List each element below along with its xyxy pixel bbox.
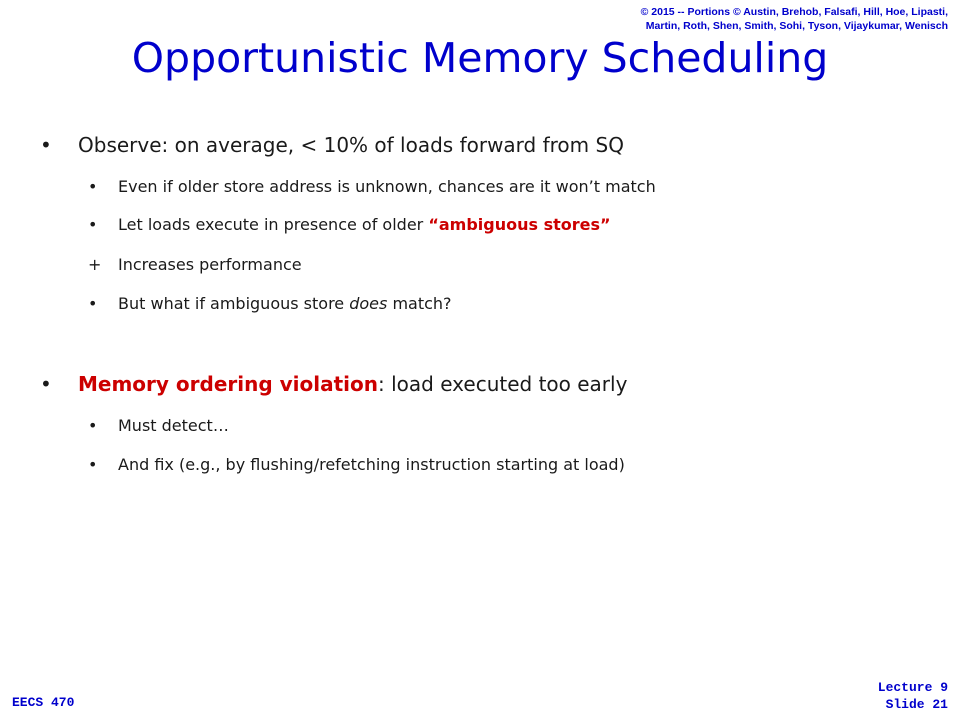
bullet-marker: •: [88, 455, 98, 474]
course-label: EECS 470: [12, 695, 75, 710]
sub-bullet-fix: [88, 455, 625, 474]
memory-ordering-violation-highlight: Memory ordering violation: [78, 372, 379, 396]
sub-bullet-unknown-address: [88, 177, 656, 196]
sub-bullet-text: Increases performance: [118, 255, 302, 274]
bullet-marker: •: [88, 294, 98, 313]
bullet-text: : load executed too early: [378, 372, 628, 396]
bullet-ordering-violation: [40, 372, 627, 396]
copyright-line-1: © 2015 -- Portions © Austin, Brehob, Falsafi, Hill, Hoe, Lipasti,: [640, 6, 948, 18]
bullet-text: Observe: on average, < 10% of loads forward from SQ: [78, 133, 624, 157]
sub-bullet-text-end: match?: [387, 294, 452, 313]
sub-bullet-text: But what if ambiguous store: [118, 294, 350, 313]
sub-bullet-text: Let loads execute in presence of older: [118, 215, 429, 234]
slide-number: Slide 21: [885, 697, 948, 712]
sub-bullet-match-question: [88, 294, 452, 313]
sub-bullet-text: Even if older store address is unknown, chances are it won’t match: [118, 177, 656, 196]
slide-number-block: [878, 679, 948, 713]
bullet-marker: •: [88, 177, 98, 196]
bullet-observe: [40, 133, 624, 157]
sub-bullet-text: And fix (e.g., by flushing/refetching instruction starting at load): [118, 455, 625, 474]
does-italic: does: [349, 294, 388, 313]
ambiguous-stores-highlight: “ambiguous stores”: [428, 215, 611, 234]
sub-bullet-detect: [88, 416, 229, 435]
bullet-marker: •: [88, 215, 98, 234]
plus-marker: +: [88, 255, 102, 274]
sub-bullet-text: Must detect…: [118, 416, 229, 435]
bullet-marker: •: [88, 416, 98, 435]
copyright-notice: [528, 5, 948, 33]
slide-title: Opportunistic Memory Scheduling: [131, 34, 829, 82]
bullet-marker: •: [40, 372, 52, 396]
copyright-line-2: Martin, Roth, Shen, Smith, Sohi, Tyson, Vijaykumar, Wenisch: [645, 20, 948, 32]
sub-bullet-performance: [88, 255, 302, 274]
lecture-number: Lecture 9: [877, 680, 948, 695]
sub-bullet-ambiguous-stores: [88, 215, 611, 234]
bullet-marker: •: [40, 133, 52, 157]
